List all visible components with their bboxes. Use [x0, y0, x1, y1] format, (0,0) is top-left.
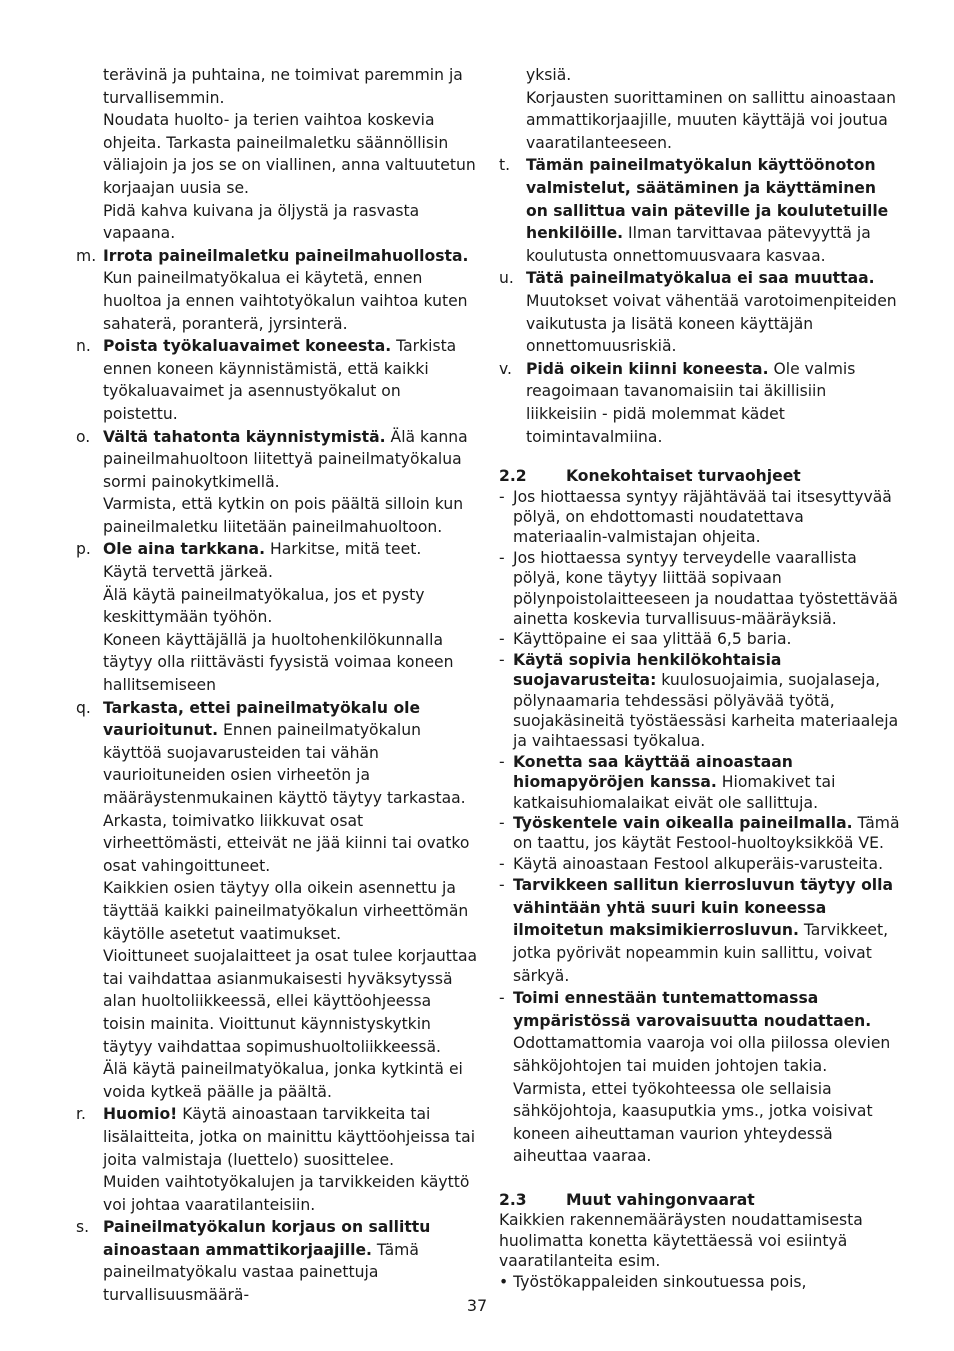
item-text: Ole valmis reagoimaan tavanomaisiin tai äkillisiin liikkeisiin - pidä molemmat kädet toimintavalmiina. — [526, 359, 856, 446]
dash-item: - Työskentele vain oikealla paineilmalla. Tämä on taattu, jos käytät Festool-huoltoyksikköä VE. — [499, 814, 900, 853]
continued-text — [103, 64, 478, 245]
section-number: 2.2 — [499, 467, 527, 486]
dash-text: Hiomakivet tai katkaisuhiomalaikat eivät ole sallittuja. — [513, 773, 836, 812]
paragraph: Varmista, että kytkin on pois päältä silloin kun paineilmaletku liitetään paineilmahuoltoon. — [103, 495, 464, 536]
dash-text: Käytä ainoastaan Festool alkuperäis-varusteita. — [513, 854, 884, 873]
item-label: s. — [76, 1218, 90, 1237]
item-label: p. — [76, 540, 91, 559]
item-heading: Tätä paineilmatyökalua ei saa muuttaa. — [526, 269, 875, 288]
paragraph: Kaikkien rakennemääräysten noudattamisesta huolimatta konetta käytettäessä voi esiintyä vaaratilanteita esim. — [499, 1211, 863, 1271]
dash-text: Tarvikkeet, jotka pyörivät nopeammin kuin sallittu, voivat särkyä. — [513, 921, 889, 985]
item-heading: Irrota paineilmaletku paineilmahuollosta. — [103, 246, 469, 265]
dash-heading: Toimi ennestään tuntemattomassa ympäristössä varovaisuutta noudattaen. — [513, 989, 872, 1030]
paragraph: Älä käytä paineilmatyökalua, jonka kytkintä ei voida kytkeä päälle ja päältä. — [103, 1060, 463, 1101]
paragraph: Muiden vaihtotyökalujen ja tarvikkeiden käyttö voi johtaa vaaratilanteisiin. — [103, 1173, 470, 1214]
paragraph: yksiä. — [526, 66, 572, 84]
item-text: Ilman tarvittavaa pätevyyttä ja koulutusta onnettomuusvaara kasvaa. — [526, 224, 871, 265]
list-item-r — [76, 1103, 478, 1216]
item-heading: Poista työkaluavaimet koneesta. — [103, 337, 392, 356]
paragraph: Kaikkien osien täytyy olla oikein asennettu ja täyttää kaikki paineilmatyökalun virheettömän käytölle asetetut vaatimukset. — [103, 879, 469, 943]
section-title: Konekohtaiset turvaohjeet — [566, 467, 801, 486]
item-label: q. — [76, 698, 91, 717]
paragraph: Arkasta, toimivatko liikkuvat osat virheettömästi, etteivät ne jää kiinni tai ovatko osat vahingoittuneet. — [103, 811, 470, 875]
dash-heading: Käytä sopivia henkilökohtaisia suojavarusteita: — [513, 650, 782, 690]
left-column — [76, 64, 478, 1307]
item-heading: Vältä tahatonta käynnistymistä. — [103, 427, 386, 446]
item-label: m. — [76, 246, 97, 265]
paragraph: Koneen käyttäjällä ja huoltohenkilökunnalla täytyy olla riittävästi fyysistä voimaa koneen hallitsemiseen — [103, 630, 454, 695]
dash-text: Jos hiottaessa syntyy terveydelle vaarallista pölyä, kone täytyy liittää sopivaan pölynpoistolaitteeseen ja noudattaa työstettävää ainetta koskevia turvallisuus-määräyksiä. — [513, 548, 898, 628]
item-heading: Tämän paineilmatyökalun käyttöönoton valmistelut, säätäminen ja käyttäminen on sallittua vain päteville ja koulutetuille henkilöille. — [526, 156, 889, 243]
list-item-o — [76, 426, 478, 539]
dash-item: - Jos hiottaessa syntyy terveydelle vaarallista pölyä, kone täytyy liittää sopivaan pölynpoistolaitteeseen ja noudattaa työstettävää ainetta koskevia turvallisuus-määräyksiä. — [499, 548, 901, 630]
item-text: Muutokset voivat vähentää varotoimenpiteiden vaikutusta ja lisätä koneen käyttäjän onnettomuusriskiä. — [526, 291, 897, 356]
item-heading: Pidä oikein kiinni koneesta. — [526, 359, 769, 378]
item-heading: Tarkasta, ettei paineilmatyökalu ole vaurioitunut. — [103, 698, 421, 740]
dash-text: kuulosuojaimia, suojalaseja, pölynaamaria tehdessäsi pölyävää työtä, suojakäsineitä työstäessäsi karheita materiaaleja ja vaihtaessasi työkalua. — [513, 671, 899, 751]
list-item-p — [76, 538, 478, 696]
list-item-n — [76, 335, 478, 425]
paragraph: terävinä ja puhtaina, ne toimivat paremmin ja turvallisemmin. — [103, 66, 463, 107]
paragraph: Pidä kahva kuivana ja öljystä ja rasvasta vapaana. — [103, 201, 420, 243]
dash-text: Jos hiottaessa syntyy räjähtävää tai itsesyttyvää pölyä, on ehdottomasti noudatettava materiaalin-valmistajan ohjeita. — [513, 487, 892, 547]
paragraph: Noudata huolto- ja terien vaihtoa koskevia ohjeita. Tarkasta paineilmaletku säännöllisin väliajoin ja jos se on viallinen, anna valtuutetun korjaajan uusia se. — [103, 111, 476, 197]
dash-item: - Toimi ennestään tuntemattomassa ympäristössä varovaisuutta noudattaen. Odottamattomia vaaroja voi olla piilossa olevien sähköjohtojen tai muiden johtojen takia. Varmista, ettei työkohteessa ole sellaisia sähköjohtoja, kaasuputkia yms., jotka voisivat koneen aiheuttaman vaurion yhteydessä aiheuttaa vaaraa. — [499, 989, 891, 1166]
item-label: r. — [76, 1105, 86, 1124]
paragraph: Vioittuneet suojalaitteet ja osat tulee korjauttaa tai vaihdattaa asianmukaisesti hyväksytyssä alan huoltoliikkeessä, ellei käyttöohjeessa toisin mainita. Vioittunut käynnistyskytkin täytyy vaihdattaa sopimushuoltoliikkeessä. — [103, 947, 478, 1056]
dash-item: - Konetta saa käyttää ainoastaan hiomapyöröjen kanssa. Hiomakivet tai katkaisuhiomalaikat eivät ole sallittuja. — [499, 752, 836, 812]
item-text: Tämä paineilmatyökalu vastaa painettuja turvallisuusmäärä- — [103, 1240, 419, 1305]
paragraph: Käytä tervettä järkeä. — [103, 563, 273, 582]
section-heading-2-2 — [499, 466, 901, 486]
section-number: 2.3 — [499, 1190, 527, 1209]
item-text: Kun paineilmatyökalua ei käytetä, ennen huoltoa ja ennen vaihtotyökalun vaihtoa kuten sahaterä, poranterä, jyrsinterä. — [103, 269, 468, 333]
bullet-item: • Työstökappaleiden sinkoutuessa pois, — [499, 1272, 807, 1291]
section-title: Muut vahingonvaarat — [566, 1190, 755, 1209]
item-text: Käytä ainoastaan tarvikkeita tai lisälaitteita, jotka on mainittu käyttöohjeissa tai joita valmistaja (luettelo) suosittelee. — [103, 1105, 476, 1169]
item-heading: Huomio! — [103, 1105, 178, 1124]
paragraph: Korjausten suorittaminen on sallittu ainoastaan ammattikorjaajille, muuten käyttäjä voi joutua vaaratilanteeseen. — [526, 88, 896, 152]
right-column — [499, 64, 901, 1292]
item-text: Ennen paineilmatyökalun käyttöä suojavarusteiden tai vähän vaurioituneiden osien virheetön ja määräystenmukainen käyttö täytyy tarkastaa. — [103, 721, 466, 807]
list-item-q — [76, 697, 478, 1104]
dash-item: - Tarvikkeen sallitun kierrosluvun täytyy olla vähintään yhtä suuri kuin koneessa ilmoitetun maksimikierrosluvun. Tarvikkeet, jotka pyörivät nopeammin kuin sallittu, voivat särkyä. — [499, 876, 893, 985]
item-label: o. — [76, 427, 91, 446]
paragraph: Älä käytä paineilmatyökalua, jos et pysty keskittymään työhön. — [103, 585, 425, 627]
dash-heading: Tarvikkeen sallitun kierrosluvun täytyy olla vähintään yhtä suuri kuin koneessa ilmoitetun maksimikierrosluvun. — [513, 876, 893, 940]
item-heading: Paineilmatyökalun korjaus on sallittu ainoastaan ammattikorjaajille. — [103, 1218, 431, 1259]
dash-item: - Jos hiottaessa syntyy räjähtävää tai itsesyttyvää pölyä, on ehdottomasti noudatettava materiaalin-valmistajan ohjeita. — [499, 487, 901, 548]
dash-text: Käyttöpaine ei saa ylittää 6,5 baria. — [513, 630, 792, 649]
list-item-t — [499, 154, 901, 267]
dash-text: Tämä on taattu, jos käytät Festool-huoltoyksikköä VE. — [513, 814, 900, 853]
item-label: t. — [499, 156, 511, 175]
dash-item: - Käytä ainoastaan Festool alkuperäis-varusteita. — [499, 854, 901, 874]
list-item-s — [76, 1216, 478, 1306]
section-heading-2-3 — [499, 1190, 901, 1210]
list-item-u — [499, 267, 901, 357]
dash-item: - Käytä sopivia henkilökohtaisia suojavarusteita: kuulosuojaimia, suojalaseja, pölynaamaria tehdessäsi pölyävää työtä, suojakäsineitä työstäessäsi karheita materiaaleja ja vaihtaessasi työkalua. — [499, 650, 899, 751]
continued-text — [526, 64, 901, 154]
item-label: v. — [499, 359, 512, 378]
item-text: Tarkista ennen koneen käynnistämistä, että kaikki työkaluavaimet ja asennustyökalut on poistettu. — [103, 337, 457, 423]
item-text: Harkitse, mitä teet. — [265, 540, 422, 559]
dash-item: - Käyttöpaine ei saa ylittää 6,5 baria. — [499, 629, 901, 649]
item-label: n. — [76, 337, 91, 356]
item-label: u. — [499, 269, 514, 288]
dash-heading: Konetta saa käyttää ainoastaan hiomapyöröjen kanssa. — [513, 752, 793, 792]
list-item-m — [76, 245, 478, 335]
dash-heading: Työskentele vain oikealla paineilmalla. — [513, 814, 853, 832]
item-heading: Ole aina tarkkana. — [103, 540, 266, 559]
page-number: 37 — [466, 1296, 488, 1315]
list-item-v — [499, 358, 901, 448]
dash-text: Odottamattomia vaaroja voi olla piilossa olevien sähköjohtojen tai muiden johtojen takia. Varmista, ettei työkohteessa ole sellaisia sähköjohtoja, kaasuputkia yms., jotka voisivat koneen aiheuttaman vaurion yhteydessä aiheuttaa vaaraa. — [513, 1034, 891, 1166]
item-text: Älä kanna paineilmahuoltoon liitettyä paineilmatyökalua sormi painokytkimellä. — [103, 427, 468, 491]
